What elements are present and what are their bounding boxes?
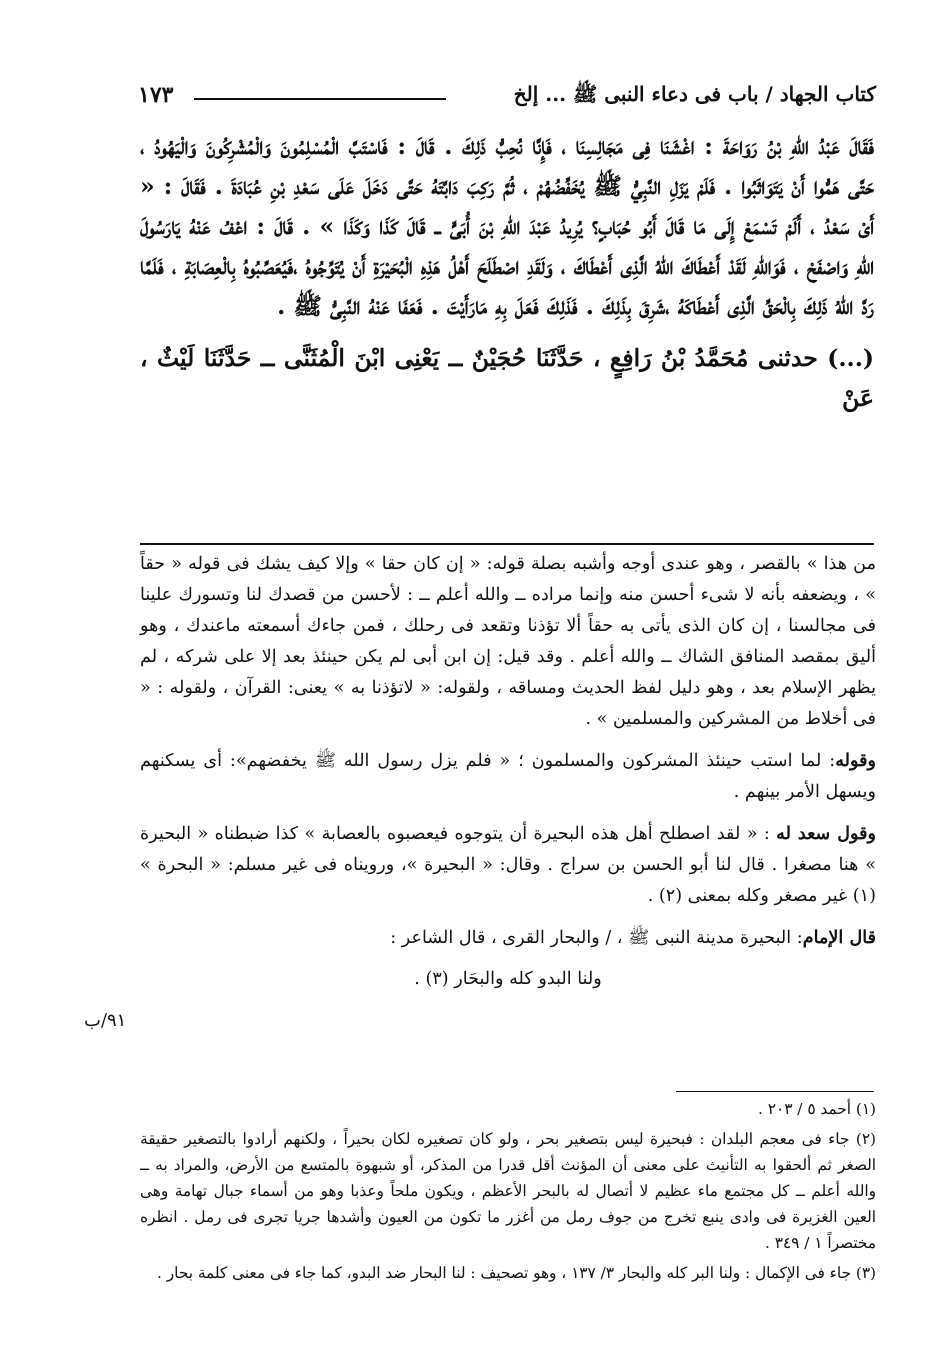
text-divider bbox=[140, 543, 874, 545]
footnote: (٣) جاء فى الإكمال : ولنا البر كله والبحار ٣/ ١٣٧ ، وهو تصحيف : لنا البحار ضد البدو، كما جاء فى معنى كلمة بحار . bbox=[157, 1264, 876, 1282]
commentary-text: : « لقد اصطلح أهل هذه البحيرة أن يتوجوه فيعصبوه بالعصابة » كذا ضبطناه « البحيرة » هنا مصغرا . قال لنا أبو الحسن بن سراج . وقال: « البحيرة »، ورويناه فى غير مسلم: « البحرة » (١) غير مصغر وكله بمعنى (٢) . bbox=[140, 824, 876, 906]
footnote-divider bbox=[676, 1091, 874, 1092]
commentary-lead: وقوله bbox=[835, 750, 876, 771]
running-header bbox=[138, 78, 876, 114]
footnotes bbox=[140, 1096, 876, 1290]
page-number: ١٧٣ bbox=[138, 82, 174, 108]
commentary-paragraph bbox=[140, 745, 876, 808]
commentary-paragraph bbox=[140, 818, 876, 912]
hadith-chain-paragraph: (...) حدثنى مُحَمَّدُ بْنُ رَافِعٍ ، حَدَّثَنَا حُجَيْنٌ ــ يَعْنِى ابْنَ الْمُثَنَّى ــ حَدَّثَنَا لَيْثٌ ، عَنْ bbox=[140, 344, 874, 412]
footnote: (١) أحمد ٥ / ٢٠٣ . bbox=[758, 1100, 876, 1118]
hadith-paragraph: فَقَالَ عَبْدُ اللهِ بْنُ رَوَاحَةَ : اغْشَنَا فِى مَجَالِسِنَا ، فَإِنَّا نُحِبُّ ذَلِكَ . قَالَ : فَاسْتَبَّ الْمُسْلِمُونَ وَالْمُشْرِكُونَ وَالْيَهُودُ ، حَتَّى هَمُّوا أَنْ يَتَوَاثَبُوا . فَلَمْ يَزَلِ النَّبِيُّ ﷺ يُخَفِّضُهُمْ ، ثُمَّ رَكِبَ دَابَّتَهُ حَتَّى دَخَلَ عَلَى سَعْدِ بْنِ عُبَادَةَ . فَقَالَ : « أَىْ سَعْدُ ، أَلَمْ تَسْمَعْ إِلَى مَا قَالَ أَبُو حُبَابٍ؟ يُرِيدُ عَبْدَ اللهِ بْنَ أُبَىٍّ ــ قَالَ كَذَا وَكَذَا » . قَالَ : اعْفُ عَنْهُ يَارَسُولَ اللهِ وَاصْفَحْ ، فَوَاللهِ لَقَدْ أَعْطَاكَ اللهُ الَّذِى أَعْطَاكَ ، وَلَقَدِ اصْطَلَحَ أَهْلُ هَذِهِ الْبُحَيْرَةِ أَنْ يُتَوِّجُوهُ ،فَيُعَصِّبُوهُ بِالْعِصَابَةِ ، فَلَمَّا رَدَّ اللهُ ذَلِكَ بِالْحَقِّ الَّذِى أَعْطَاكَهُ ،شَرِقَ بِذَلِكَ . فَذَلِكَ فَعَلَ بِهِ مَارَأَيْتَ . فَعَفَا عَنْهُ النَّبِىُّ ﷺ . bbox=[140, 132, 874, 320]
poetry-verse: ولنا البدو كله والبحَار (٣) . bbox=[414, 969, 602, 989]
commentary-text: : لما استب حينئذ المشركون والمسلمون ؛ « فلم يزل رسول الله ﷺ يخفضهم»: أى يسكنهم ويسهل الأمر بينهم . bbox=[140, 751, 876, 802]
chapter-title: كتاب الجهاد / باب فى دعاء النبى ﷺ ... إلخ bbox=[513, 82, 876, 106]
footnote: (٢) جاء فى معجم البلدان : فبحيرة ليس بتصغير بحر ، ولو كان تصغيره لكان بحيراً ، ولكنهم أرادوا بالتصغير حقيقة الصغر ثم ألحقوا به التأنيث على معنى أن المؤنث أقل قدرا من المذكر، أو شبهوة بالمتسع من الأرض، والمراد به ــ والله أعلم ــ كل مجتمع ماء عظيم لا أتصال له بالبحر الأعظم ، ويكون ملحاً وعذبا وهو من أسماء جبال تهامة وهى العين الغزيرة فى وادى ينبع تخرج من جوف رمل من أغزر ما تكون من العيون وأشدها جريا تجرى فى رمل . انظره مختصراً ١ / ٣٤٩ . bbox=[140, 1130, 876, 1252]
header-rule bbox=[194, 98, 446, 100]
commentary-paragraph bbox=[140, 922, 876, 954]
commentary-lead: وقول سعد له bbox=[776, 823, 876, 844]
commentary-text: : البحيرة مدينة النبى ﷺ ، / والبحار القرى ، قال الشاعر : bbox=[390, 928, 803, 948]
commentary bbox=[140, 548, 876, 1005]
commentary-lead: قال الإمام bbox=[802, 927, 876, 948]
manuscript-folio-marker: ٩١/ب bbox=[84, 1010, 127, 1031]
commentary-paragraph bbox=[140, 548, 876, 735]
hadith-text bbox=[140, 126, 874, 418]
commentary-text: من هذا » بالقصر ، وهو عندى أوجه وأشبه بصلة قوله: « إن كان حقا » وإلا كيف يشك فى قوله « حقاً » ، ويضعفه بأنه لا شىء أحسن منه وإنما مراده ــ والله أعلم ــ : لأحسن من قصدك لنا وتسورك علينا فى مجالسنا ، إن كان الذى يأتى به حقاً ألا تؤذنا وتقعد فى رحلك ، فمن جاءك أسمعته ماعندك ، وهو أليق بمقصد المنافق الشاك ــ والله أعلم . وقد قيل: إن ابن أبى لم يكن حينئذ بعد إلا على شركه ، لم يظهر الإسلام بعد ، وهو دليل لفظ الحديث ومساقه ، ولقوله: « لاتؤذنا به » يعنى: القرآن ، ولقوله : « فى أخلاط من المشركين والمسلمين » . bbox=[140, 554, 876, 729]
